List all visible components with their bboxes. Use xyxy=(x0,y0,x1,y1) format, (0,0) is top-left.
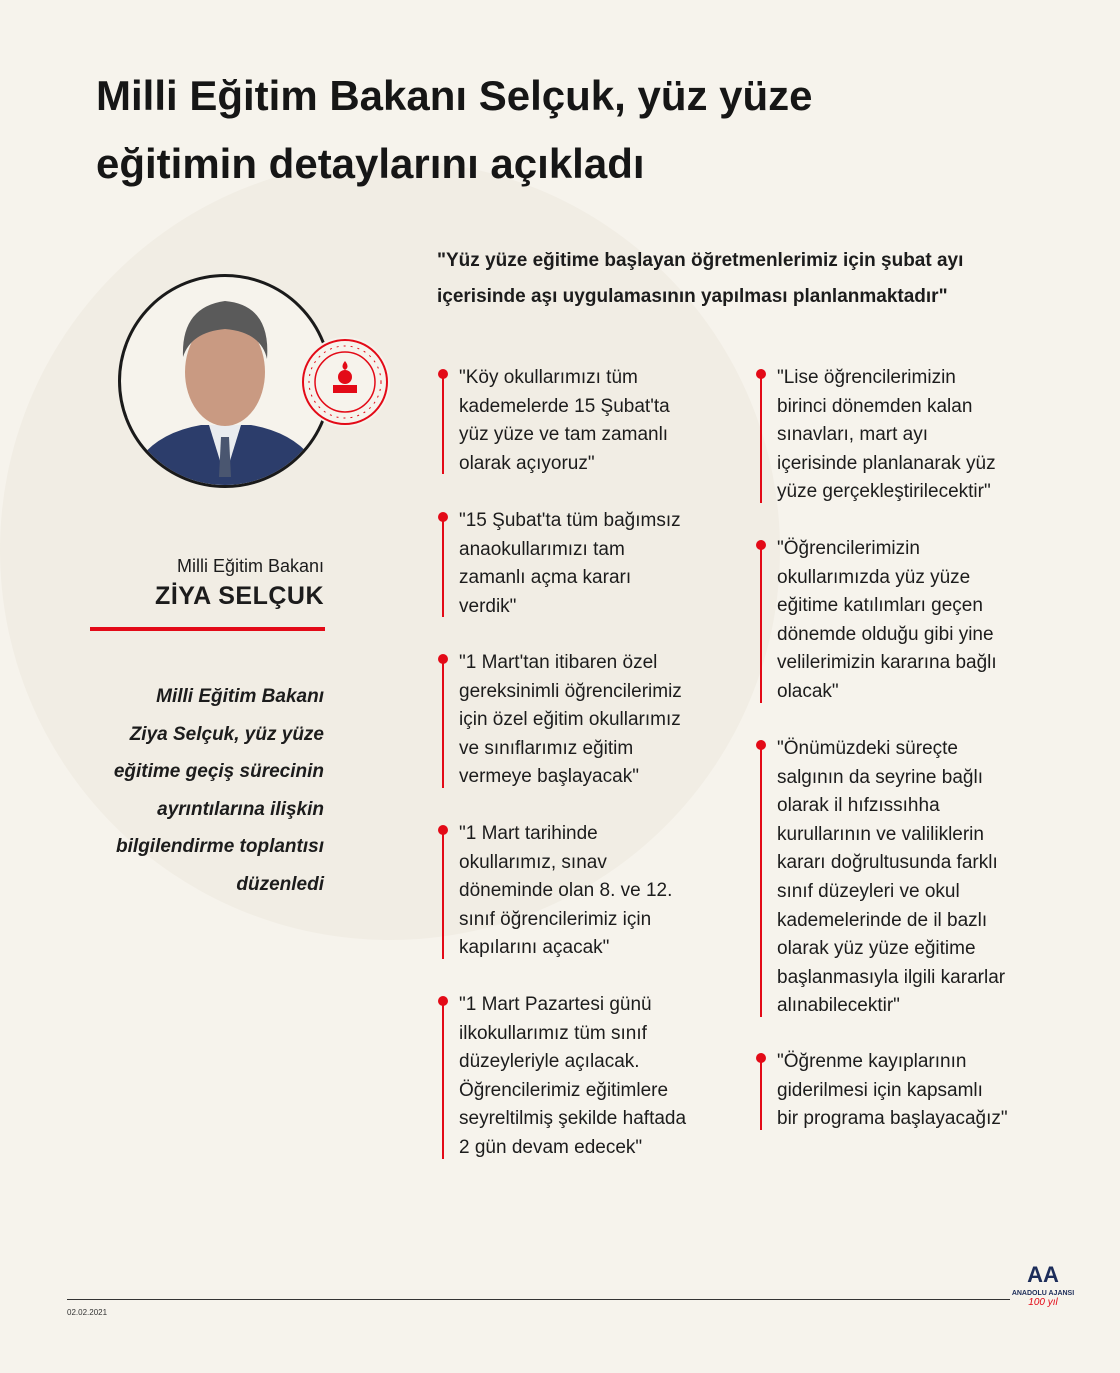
quote-item xyxy=(459,820,672,963)
quote-item xyxy=(459,991,686,1163)
quote-text: "1 Mart tarihinde okullarımız, sınav döneminde olan 8. ve 12. sınıf öğrencilerimiz için kapılarını açacak" xyxy=(459,823,673,959)
summary-text: Milli Eğitim Bakanı Ziya Selçuk, yüz yüze eğitime geçiş sürecinin ayrıntılarına ilişkin bilgilendirme toplantısı düzenledi xyxy=(113,686,324,895)
lead-quote: "Yüz yüze eğitime başlayan öğretmenlerimiz için şubat ayı içerisinde aşı uygulamasının yapılması planlanmaktadır" xyxy=(437,250,964,307)
aa-logo-mark: AA xyxy=(1027,1262,1059,1287)
publish-date: 02.02.2021 xyxy=(67,1308,108,1317)
quote-item xyxy=(777,364,996,507)
quote-item xyxy=(459,507,681,621)
quote-item xyxy=(777,535,997,707)
quote-text: "Öğrencilerimizin okullarımızda yüz yüze eğitime katılımları geçen dönemde olduğu gibi yine velilerimizin kararına bağlı olacak" xyxy=(777,538,997,702)
divider xyxy=(90,627,325,631)
bullet-dot xyxy=(756,740,766,750)
quote-text: "15 Şubat'ta tüm bağımsız anaokullarımızı tam zamanlı açma kararı verdik" xyxy=(459,510,681,617)
quote-item xyxy=(459,364,670,478)
quote-bar xyxy=(760,541,762,703)
bullet-dot xyxy=(756,540,766,550)
bullet-dot xyxy=(438,654,448,664)
quote-text: "Köy okullarımızı tüm kademelerde 15 Şubat'ta yüz yüze ve tam zamanlı olarak açıyoruz" xyxy=(459,367,670,474)
quote-bar xyxy=(442,655,444,788)
ministry-emblem xyxy=(300,337,390,427)
quote-bar xyxy=(442,826,444,959)
quote-bar xyxy=(760,370,762,503)
quote-bar xyxy=(442,370,444,474)
quote-text: "1 Mart'tan itibaren özel gereksinimli öğrencilerimiz için özel eğitim okullarımız ve sınıflarımız eğitim vermeye başlayacak" xyxy=(459,652,682,788)
minister-name: ZİYA SELÇUK xyxy=(155,582,324,610)
quote-text: "Öğrenme kayıplarının giderilmesi için kapsamlı bir programa başlayacağız" xyxy=(777,1051,1008,1130)
bullet-dot xyxy=(438,825,448,835)
logo-anniversary: 100 yıl xyxy=(1028,1297,1058,1308)
bullet-dot xyxy=(438,512,448,522)
quote-bar xyxy=(760,741,762,1017)
quote-text: "Lise öğrencilerimizin birinci dönemden kalan sınavları, mart ayı içerisinde planlanarak yüz yüze gerçekleştirilecektir" xyxy=(777,367,996,503)
bullet-dot xyxy=(438,996,448,1006)
bullet-dot xyxy=(756,1053,766,1063)
quote-item xyxy=(459,649,682,792)
quote-bar xyxy=(442,997,444,1159)
footer-divider xyxy=(67,1299,1010,1300)
minister-role: Milli Eğitim Bakanı xyxy=(176,556,324,576)
bullet-dot xyxy=(438,369,448,379)
logo-name: ANADOLU AJANSI xyxy=(1011,1290,1075,1297)
quote-bar xyxy=(442,513,444,617)
bullet-dot xyxy=(756,369,766,379)
quote-text: "1 Mart Pazartesi günü ilkokullarımız tüm sınıf düzeyleriyle açılacak. Öğrencilerimiz eğitimlere seyreltilmiş şekilde haftada 2 gün devam edecek" xyxy=(459,994,687,1158)
quote-item xyxy=(777,1048,1008,1134)
anadolu-agency-logo xyxy=(1008,1260,1078,1308)
quote-bar xyxy=(760,1054,762,1130)
page-title: Milli Eğitim Bakanı Selçuk, yüz yüze eğitimin detaylarını açıkladı xyxy=(96,72,813,187)
quote-text: "Önümüzdeki süreçte salgının da seyrine bağlı olarak il hıfzıssıhha kurullarının ve valiliklerin kararı doğrultusunda farklı sınıf düzeyleri ve okul kademelerinde de il bazlı olarak yüz yüze eğitime başlanmasıyla ilgili kararlar alınabilecektir" xyxy=(777,738,1006,1017)
quote-item xyxy=(777,735,1005,1021)
